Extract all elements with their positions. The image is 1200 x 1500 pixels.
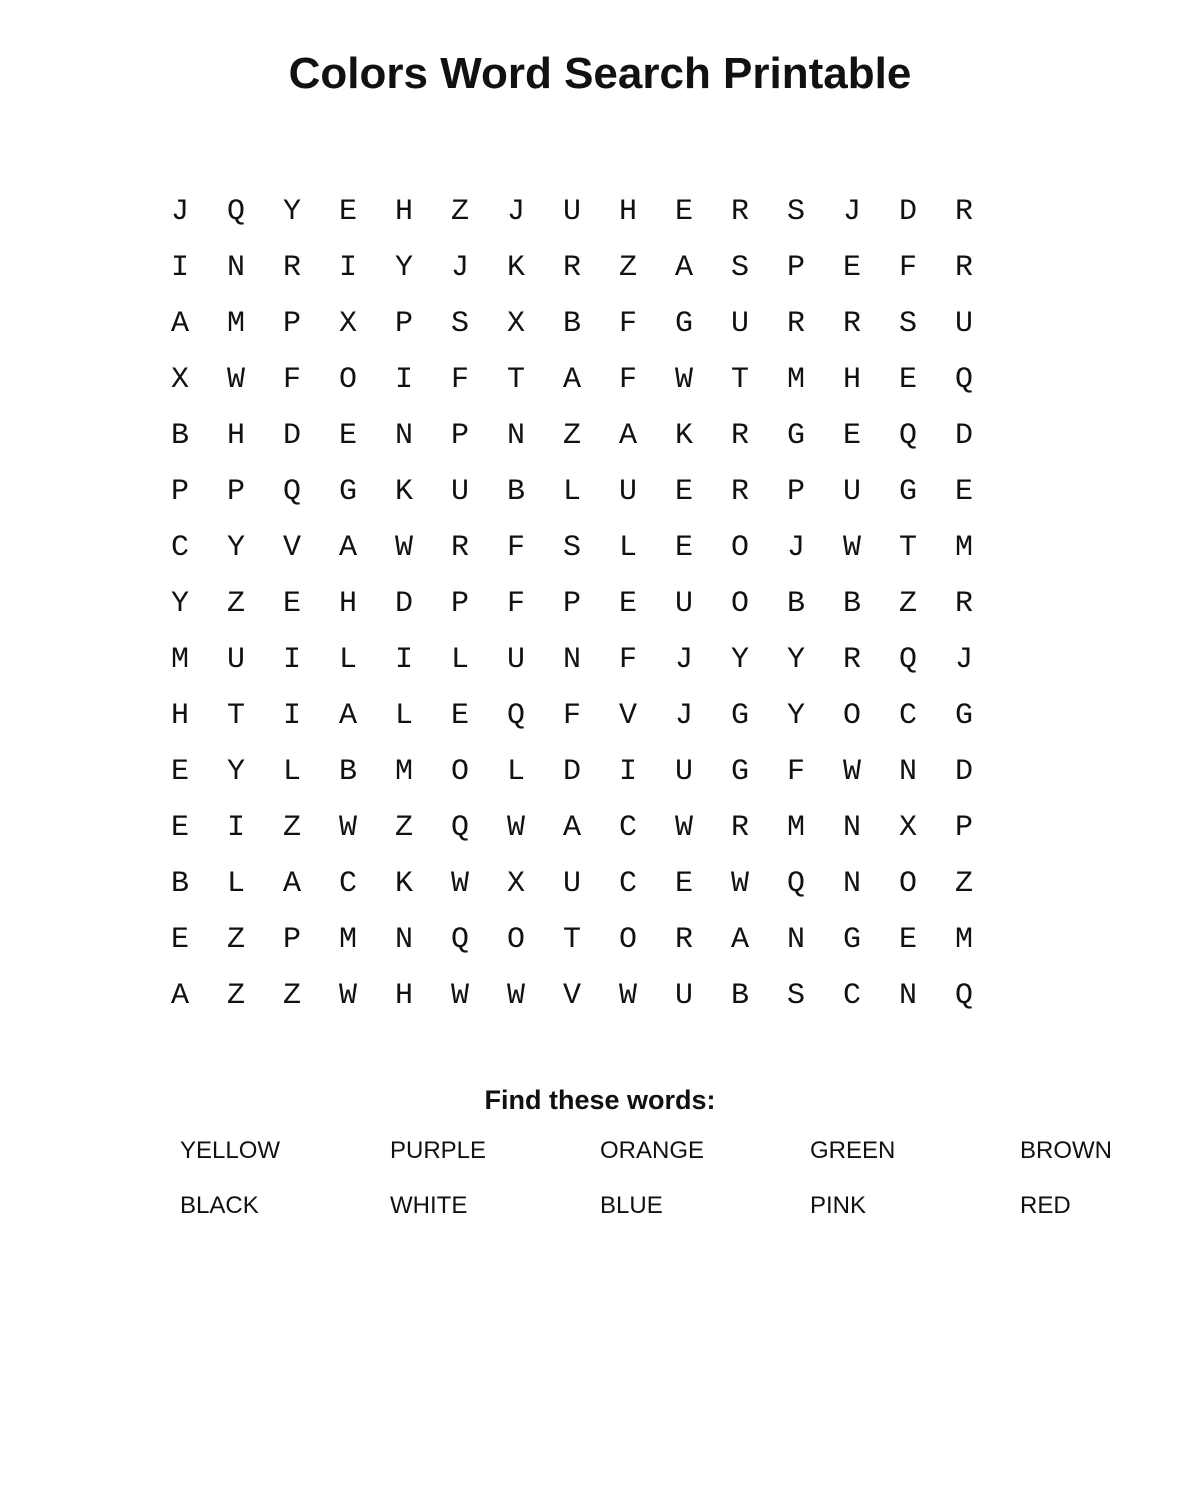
grid-letter: I [394, 363, 413, 397]
grid-letter: W [226, 363, 245, 397]
grid-letter: P [786, 251, 805, 285]
grid-letter: H [842, 363, 861, 397]
grid-letter: E [170, 923, 189, 957]
grid-letter: E [898, 363, 917, 397]
grid-letter: J [506, 195, 525, 229]
grid-letter: G [674, 307, 693, 341]
grid-letter: E [450, 699, 469, 733]
grid-letter: I [394, 643, 413, 677]
grid-letter: A [170, 307, 189, 341]
grid-letter: X [338, 307, 357, 341]
grid-letter: O [338, 363, 357, 397]
grid-letter: W [842, 531, 861, 565]
grid-letter: E [674, 867, 693, 901]
grid-letter: R [842, 643, 861, 677]
grid-letter: D [562, 755, 581, 789]
grid-letter: A [562, 811, 581, 845]
grid-letter: Z [282, 979, 301, 1013]
grid-letter: Q [226, 195, 245, 229]
grid-letter: B [170, 419, 189, 453]
grid-letter: Y [786, 643, 805, 677]
grid-letter: F [618, 643, 637, 677]
grid-letter: L [618, 531, 637, 565]
grid-letter: Q [954, 363, 973, 397]
grid-letter: Q [898, 643, 917, 677]
grid-letter: F [618, 307, 637, 341]
grid-letter: K [674, 419, 693, 453]
grid-letter: F [898, 251, 917, 285]
grid-letter: L [226, 867, 245, 901]
grid-letter: R [786, 307, 805, 341]
grid-letter: M [954, 531, 973, 565]
grid-letter: I [226, 811, 245, 845]
grid-letter: X [506, 867, 525, 901]
grid-letter: Z [226, 923, 245, 957]
word-list-item: GREEN [810, 1137, 896, 1164]
grid-letter: F [506, 587, 525, 621]
word-list-item: PURPLE [390, 1137, 487, 1164]
grid-letter: S [730, 251, 749, 285]
grid-letter: U [842, 475, 861, 509]
grid-letter: D [282, 419, 301, 453]
grid-letter: N [394, 419, 413, 453]
grid-letter: P [786, 475, 805, 509]
grid-letter: W [338, 979, 357, 1013]
grid-letter: Y [282, 195, 301, 229]
word-list [180, 1133, 1180, 1243]
grid-letter: J [842, 195, 861, 229]
grid-letter: Y [226, 755, 245, 789]
grid-letter: G [898, 475, 917, 509]
grid-letter: P [562, 587, 581, 621]
grid-letter: R [282, 251, 301, 285]
grid-letter: K [394, 475, 413, 509]
word-list-item: BROWN [1020, 1137, 1112, 1164]
grid-letter: Y [394, 251, 413, 285]
grid-letter: O [898, 867, 917, 901]
grid-letter: U [674, 979, 693, 1013]
grid-letter: T [562, 923, 581, 957]
word-list-item: WHITE [390, 1192, 468, 1219]
grid-letter: V [282, 531, 301, 565]
grid-letter: E [842, 251, 861, 285]
grid-letter: H [394, 979, 413, 1013]
grid-letter: E [674, 475, 693, 509]
grid-letter: V [562, 979, 581, 1013]
grid-letter: T [730, 363, 749, 397]
grid-letter: N [562, 643, 581, 677]
grid-letter: L [506, 755, 525, 789]
word-list-item: BLUE [600, 1192, 663, 1219]
grid-letter: E [338, 195, 357, 229]
grid-letter: Y [170, 587, 189, 621]
grid-letter: W [394, 531, 413, 565]
grid-letter: Q [282, 475, 301, 509]
grid-letter: K [506, 251, 525, 285]
grid-letter: D [954, 755, 973, 789]
grid-letter: S [898, 307, 917, 341]
grid-letter: A [338, 531, 357, 565]
grid-letter: R [730, 475, 749, 509]
grid-letter: R [730, 419, 749, 453]
grid-letter: P [394, 307, 413, 341]
grid-letter: S [786, 195, 805, 229]
grid-letter: X [898, 811, 917, 845]
grid-letter: H [618, 195, 637, 229]
grid-letter: F [450, 363, 469, 397]
grid-letter: Q [898, 419, 917, 453]
grid-letter: E [898, 923, 917, 957]
grid-letter: M [170, 643, 189, 677]
grid-letter: J [674, 643, 693, 677]
grid-letter: Z [282, 811, 301, 845]
grid-letter: B [786, 587, 805, 621]
grid-letter: U [562, 195, 581, 229]
grid-letter: R [954, 587, 973, 621]
grid-letter: W [506, 811, 525, 845]
grid-letter: H [338, 587, 357, 621]
grid-letter: J [954, 643, 973, 677]
grid-letter: Z [954, 867, 973, 901]
grid-letter: T [506, 363, 525, 397]
grid-letter: S [450, 307, 469, 341]
grid-letter: G [954, 699, 973, 733]
grid-letter: O [506, 923, 525, 957]
grid-letter: U [954, 307, 973, 341]
grid-letter: B [562, 307, 581, 341]
grid-letter: U [506, 643, 525, 677]
grid-letter: D [954, 419, 973, 453]
grid-letter: K [394, 867, 413, 901]
grid-letter: E [170, 811, 189, 845]
grid-letter: E [282, 587, 301, 621]
grid-letter: C [842, 979, 861, 1013]
grid-letter: B [730, 979, 749, 1013]
grid-letter: Y [786, 699, 805, 733]
grid-letter: H [170, 699, 189, 733]
grid-letter: M [954, 923, 973, 957]
grid-letter: L [394, 699, 413, 733]
grid-letter: I [618, 755, 637, 789]
grid-letter: R [954, 251, 973, 285]
grid-letter: N [226, 251, 245, 285]
grid-letter: I [338, 251, 357, 285]
grid-letter: A [338, 699, 357, 733]
grid-letter: G [730, 699, 749, 733]
word-list-item: ORANGE [600, 1137, 705, 1164]
grid-letter: L [282, 755, 301, 789]
grid-letter: Z [226, 979, 245, 1013]
grid-letter: A [282, 867, 301, 901]
grid-letter: I [282, 699, 301, 733]
grid-letter: O [842, 699, 861, 733]
grid-letter: A [170, 979, 189, 1013]
word-list-item: PINK [810, 1192, 867, 1219]
grid-letter: W [450, 979, 469, 1013]
word-list-item: YELLOW [180, 1137, 281, 1164]
grid-letter: U [618, 475, 637, 509]
grid-letter: E [842, 419, 861, 453]
grid-letter: S [786, 979, 805, 1013]
grid-letter: P [282, 923, 301, 957]
grid-letter: C [618, 867, 637, 901]
grid-letter: P [450, 419, 469, 453]
grid-letter: Z [618, 251, 637, 285]
grid-letter: M [338, 923, 357, 957]
grid-letter: U [674, 587, 693, 621]
grid-letter: N [898, 755, 917, 789]
grid-letter: A [674, 251, 693, 285]
grid-letter: B [506, 475, 525, 509]
grid-letter: B [170, 867, 189, 901]
grid-letter: E [954, 475, 973, 509]
grid-letter: R [730, 195, 749, 229]
grid-letter: N [394, 923, 413, 957]
grid-letter: R [674, 923, 693, 957]
grid-letter: L [450, 643, 469, 677]
grid-letter: U [226, 643, 245, 677]
grid-letter: L [562, 475, 581, 509]
grid-letter: W [506, 979, 525, 1013]
grid-letter: C [898, 699, 917, 733]
grid-letter: I [170, 251, 189, 285]
grid-letter: O [450, 755, 469, 789]
grid-letter: Q [954, 979, 973, 1013]
grid-letter: J [450, 251, 469, 285]
grid-letter: R [730, 811, 749, 845]
grid-letter: R [450, 531, 469, 565]
grid-letter: V [618, 699, 637, 733]
grid-letter: M [394, 755, 413, 789]
grid-letter: D [898, 195, 917, 229]
word-list-heading: Find these words: [484, 1085, 716, 1115]
grid-letter: M [786, 811, 805, 845]
grid-letter: F [618, 363, 637, 397]
grid-letter: J [170, 195, 189, 229]
grid-letter: P [954, 811, 973, 845]
grid-letter: N [506, 419, 525, 453]
grid-letter: N [842, 867, 861, 901]
grid-letter: L [338, 643, 357, 677]
grid-letter: M [786, 363, 805, 397]
letter-grid [152, 184, 992, 1024]
grid-letter: Q [506, 699, 525, 733]
grid-letter: W [338, 811, 357, 845]
grid-letter: O [730, 531, 749, 565]
grid-letter: U [730, 307, 749, 341]
word-list-item: BLACK [180, 1192, 259, 1219]
grid-letter: P [282, 307, 301, 341]
grid-letter: W [842, 755, 861, 789]
grid-letter: H [226, 419, 245, 453]
grid-letter: P [450, 587, 469, 621]
grid-letter: G [786, 419, 805, 453]
grid-letter: W [674, 363, 693, 397]
grid-letter: G [730, 755, 749, 789]
grid-letter: X [170, 363, 189, 397]
grid-letter: P [170, 475, 189, 509]
grid-letter: H [394, 195, 413, 229]
grid-letter: A [730, 923, 749, 957]
grid-letter: Q [786, 867, 805, 901]
grid-letter: W [730, 867, 749, 901]
grid-letter: J [674, 699, 693, 733]
grid-letter: X [506, 307, 525, 341]
grid-letter: U [562, 867, 581, 901]
grid-letter: S [562, 531, 581, 565]
grid-letter: Z [898, 587, 917, 621]
grid-letter: R [562, 251, 581, 285]
grid-letter: B [338, 755, 357, 789]
grid-letter: O [618, 923, 637, 957]
grid-letter: B [842, 587, 861, 621]
page-title: Colors Word Search Printable [288, 49, 912, 98]
grid-letter: Y [730, 643, 749, 677]
grid-letter: A [618, 419, 637, 453]
grid-letter: Q [450, 811, 469, 845]
grid-letter: Q [450, 923, 469, 957]
grid-letter: D [394, 587, 413, 621]
grid-letter: N [842, 811, 861, 845]
grid-letter: R [954, 195, 973, 229]
grid-letter: C [618, 811, 637, 845]
grid-letter: A [562, 363, 581, 397]
grid-letter: U [450, 475, 469, 509]
grid-letter: T [898, 531, 917, 565]
grid-letter: O [730, 587, 749, 621]
grid-letter: I [282, 643, 301, 677]
grid-letter: E [338, 419, 357, 453]
grid-letter: U [674, 755, 693, 789]
grid-letter: W [450, 867, 469, 901]
grid-letter: N [786, 923, 805, 957]
grid-letter: Z [226, 587, 245, 621]
grid-letter: G [338, 475, 357, 509]
grid-letter: E [170, 755, 189, 789]
grid-letter: J [786, 531, 805, 565]
grid-letter: E [618, 587, 637, 621]
word-list-item: RED [1020, 1192, 1071, 1219]
grid-letter: C [338, 867, 357, 901]
grid-letter: Z [394, 811, 413, 845]
grid-letter: M [226, 307, 245, 341]
grid-letter: F [282, 363, 301, 397]
grid-letter: G [842, 923, 861, 957]
grid-letter: E [674, 531, 693, 565]
grid-letter: W [674, 811, 693, 845]
grid-letter: F [562, 699, 581, 733]
grid-letter: Z [562, 419, 581, 453]
grid-letter: F [506, 531, 525, 565]
grid-letter: T [226, 699, 245, 733]
grid-letter: E [674, 195, 693, 229]
grid-letter: C [170, 531, 189, 565]
grid-letter: P [226, 475, 245, 509]
grid-letter: Z [450, 195, 469, 229]
grid-letter: R [842, 307, 861, 341]
grid-letter: N [898, 979, 917, 1013]
grid-letter: W [618, 979, 637, 1013]
grid-letter: F [786, 755, 805, 789]
grid-letter: Y [226, 531, 245, 565]
